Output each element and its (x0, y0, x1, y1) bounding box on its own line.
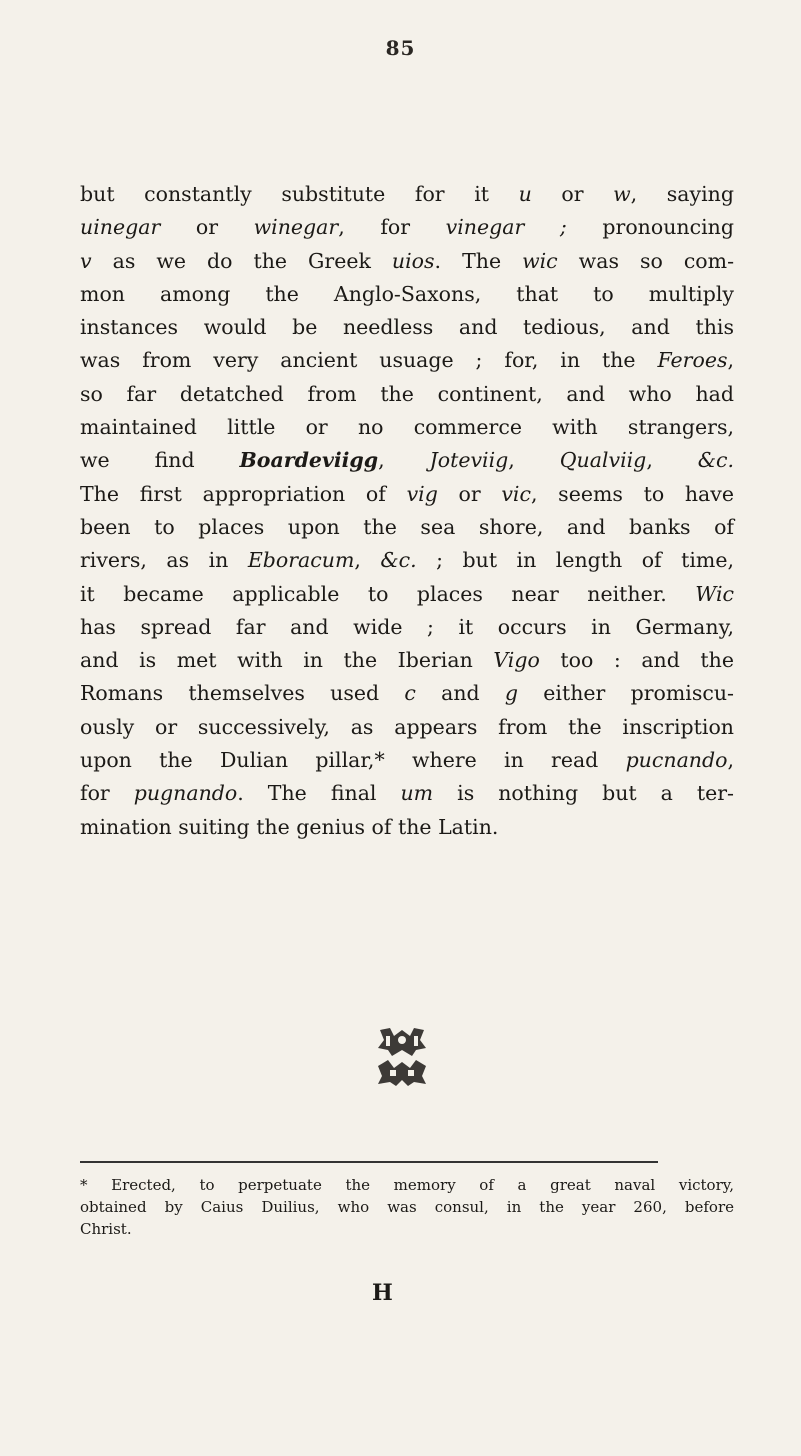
text-run: maintained little or no commerce with strangers, (80, 415, 734, 440)
text-run: it became applicable to places near neither. (80, 581, 696, 606)
italic-term: Qualviig (559, 448, 647, 473)
text-line (80, 644, 734, 677)
text-run: mon among the Anglo-Saxons, that to multiply (80, 281, 734, 306)
text-run: for (80, 781, 134, 806)
footnote-line: obtained by Caius Duilius, who was consul, in the year 260, before (80, 1198, 734, 1216)
text-run: or (437, 481, 502, 506)
italic-term: Feroes (657, 348, 728, 373)
text-run: been to places upon the sea shore, and banks of (80, 514, 734, 539)
text-line (80, 744, 734, 777)
text-line (80, 245, 734, 278)
text-run: Romans themselves used (80, 681, 405, 706)
text-run: instances would be needless and tedious, and this (80, 315, 734, 340)
footnote-rule (80, 1161, 658, 1163)
footnote-line: * Erected, to perpetuate the memory of a great naval victory, (80, 1176, 734, 1194)
text-run: mination suiting the genius of the Latin. (80, 814, 499, 839)
text-run: and is met with in the Iberian (80, 648, 494, 673)
text-run: we find (80, 448, 240, 473)
body-text (80, 178, 734, 844)
italic-term: Wic (695, 581, 734, 606)
text-run: and (415, 681, 505, 706)
text-run: , (354, 548, 381, 573)
text-run: . The final (237, 781, 401, 806)
italic-term: &c. (380, 548, 417, 573)
text-run: too : and the (539, 648, 735, 673)
text-run: , (378, 448, 430, 473)
text-line (80, 478, 734, 511)
signature-mark: H (372, 1280, 393, 1306)
page-number: 85 (385, 36, 416, 60)
text-run: or (160, 215, 254, 240)
text-line (80, 178, 734, 211)
italic-term: u (518, 182, 532, 206)
text-run: was so com- (557, 248, 735, 273)
text-run: , seems to have (530, 481, 734, 506)
italic-term: &c. (697, 448, 734, 473)
text-line (80, 578, 734, 611)
footnote (80, 1174, 734, 1240)
text-line (80, 311, 734, 344)
italic-term: vig (406, 481, 438, 506)
text-line (80, 677, 734, 710)
text-run: has spread far and wide ; it occurs in Germany, (80, 614, 734, 639)
italic-term: Vigo (493, 648, 540, 673)
italic-term: uios (391, 248, 435, 273)
text-run: or (531, 182, 614, 206)
italic-term: wic (522, 248, 558, 273)
text-line (80, 444, 734, 477)
italic-term: Joteviig (429, 448, 509, 473)
italic-term: winegar (253, 215, 339, 240)
text-run: , (727, 348, 734, 373)
text-line (80, 777, 734, 810)
text-line (80, 411, 734, 444)
italic-term: vinegar ; (445, 215, 567, 240)
italic-term: vic (501, 481, 531, 506)
italic-term: v (80, 248, 92, 273)
text-run: rivers, as in (80, 548, 248, 573)
text-line (80, 278, 734, 311)
text-run: but constantly substitute for it (80, 182, 519, 206)
text-run: , saying (630, 182, 734, 206)
text-line (80, 544, 734, 577)
text-run: either promiscu- (518, 681, 734, 706)
text-run: , (646, 448, 698, 473)
italic-term: uinegar (80, 215, 161, 240)
text-run: The first appropriation of (80, 481, 407, 506)
italic-term: pucnando (625, 748, 728, 773)
italic-term: um (400, 781, 434, 806)
text-run: . The (434, 248, 523, 273)
text-run: , (727, 748, 734, 773)
text-run: pronouncing (566, 215, 734, 240)
text-line (80, 211, 734, 244)
italic-term: g (504, 681, 519, 706)
text-line (80, 344, 734, 377)
text-run: , (508, 448, 560, 473)
text-line (80, 811, 734, 844)
text-run: upon the Dulian pillar,* where in read (80, 748, 626, 773)
text-line (80, 611, 734, 644)
text-run: is nothing but a ter- (433, 781, 734, 806)
text-run: as we do the Greek (91, 248, 392, 273)
italic-term: Eboracum (247, 548, 355, 573)
text-run: ; but in length of time, (416, 548, 734, 573)
text-run: was from very ancient usuage ; for, in the (80, 348, 658, 373)
italic-term: w (613, 182, 631, 206)
italic-term: Boardeviigg (239, 448, 379, 473)
printer-ornament-icon (376, 1026, 428, 1088)
text-line (80, 711, 734, 744)
text-line (80, 511, 734, 544)
italic-term: c (404, 681, 416, 706)
text-run: , for (338, 215, 446, 240)
text-run: ously or successively, as appears from the inscription (80, 714, 734, 739)
text-line (80, 378, 734, 411)
text-run: so far detatched from the continent, and who had (80, 381, 734, 406)
italic-term: pugnando (133, 781, 238, 806)
footnote-line: Christ. (80, 1220, 132, 1238)
